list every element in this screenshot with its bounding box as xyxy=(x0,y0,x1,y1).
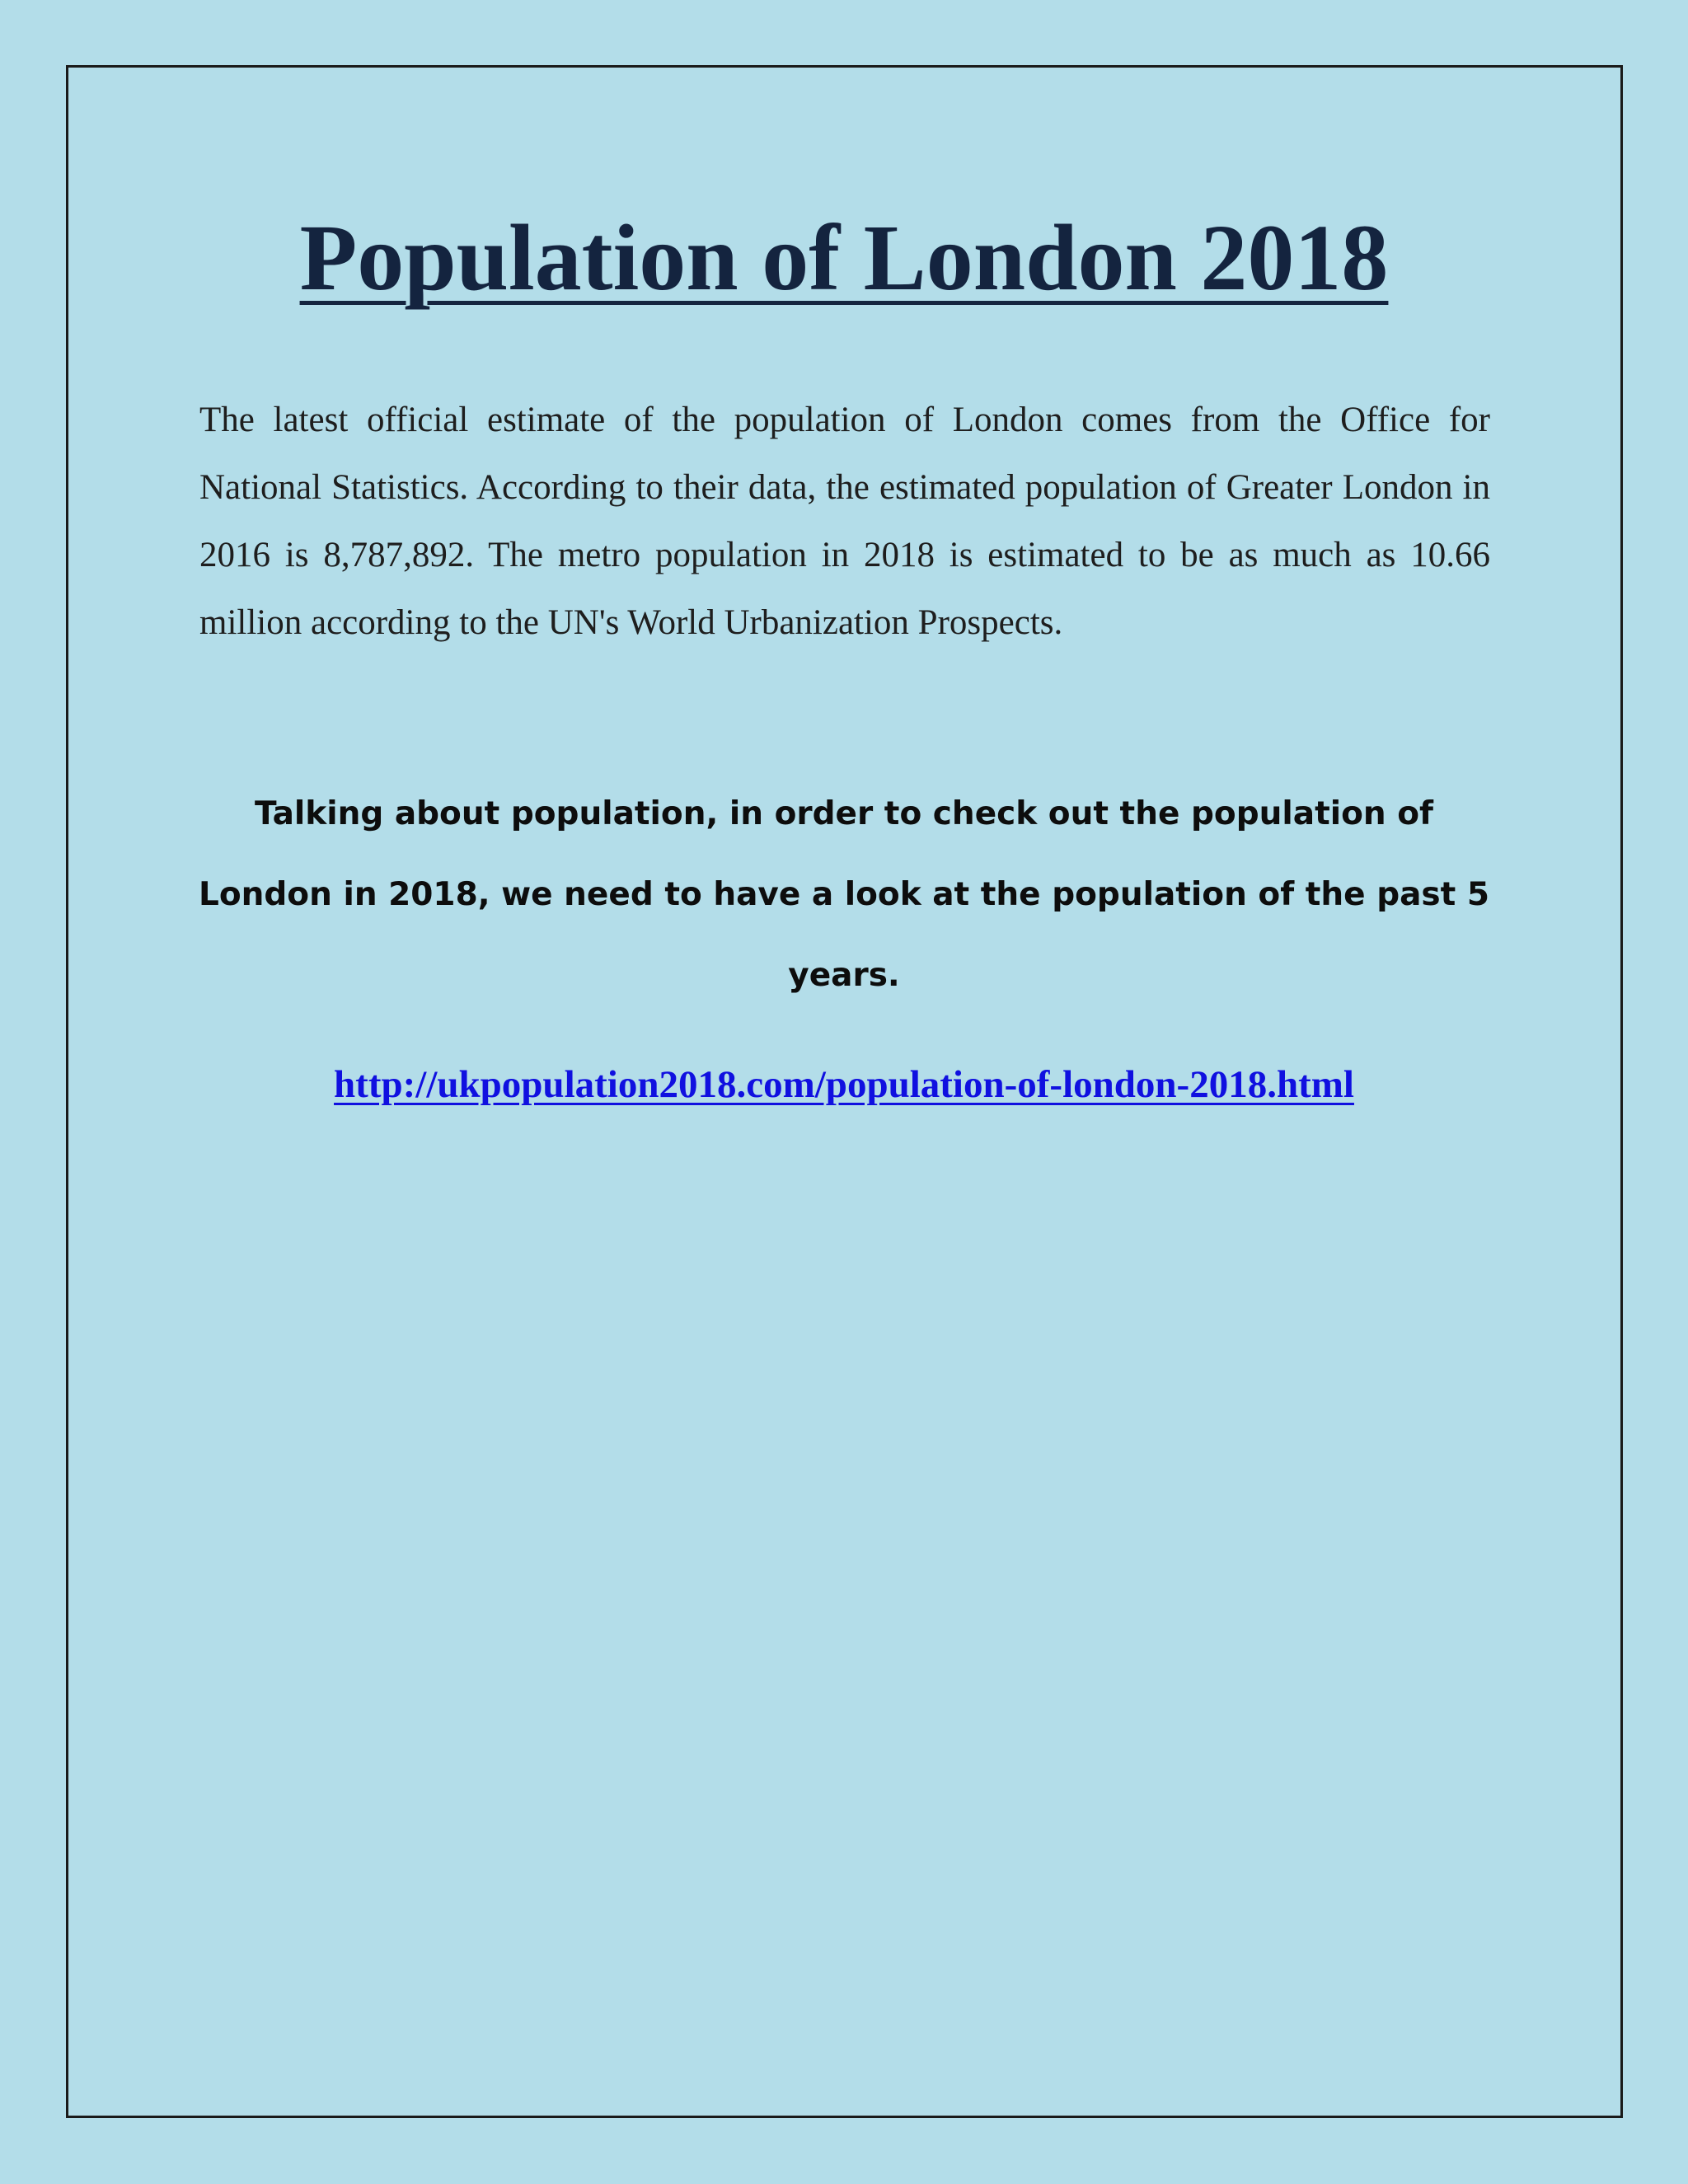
callout-paragraph: Talking about population, in order to check out the population of London in 2018, we need to have a look at the population of the past 5 years. xyxy=(198,795,1490,994)
source-link[interactable]: http://ukpopulation2018.com/population-of-london-2018.html xyxy=(334,1063,1354,1106)
intro-paragraph: The latest official estimate of the population of London comes from the Office for National Statistics. According to their data, the estimated population of Greater London in 2016 is 8,787,892. The metro population in 2018 is estimated to be as much as 10.66 million according to the UN's World Urbanization Prospects. xyxy=(199,401,1490,642)
page-title: Population of London 2018 xyxy=(299,205,1389,310)
